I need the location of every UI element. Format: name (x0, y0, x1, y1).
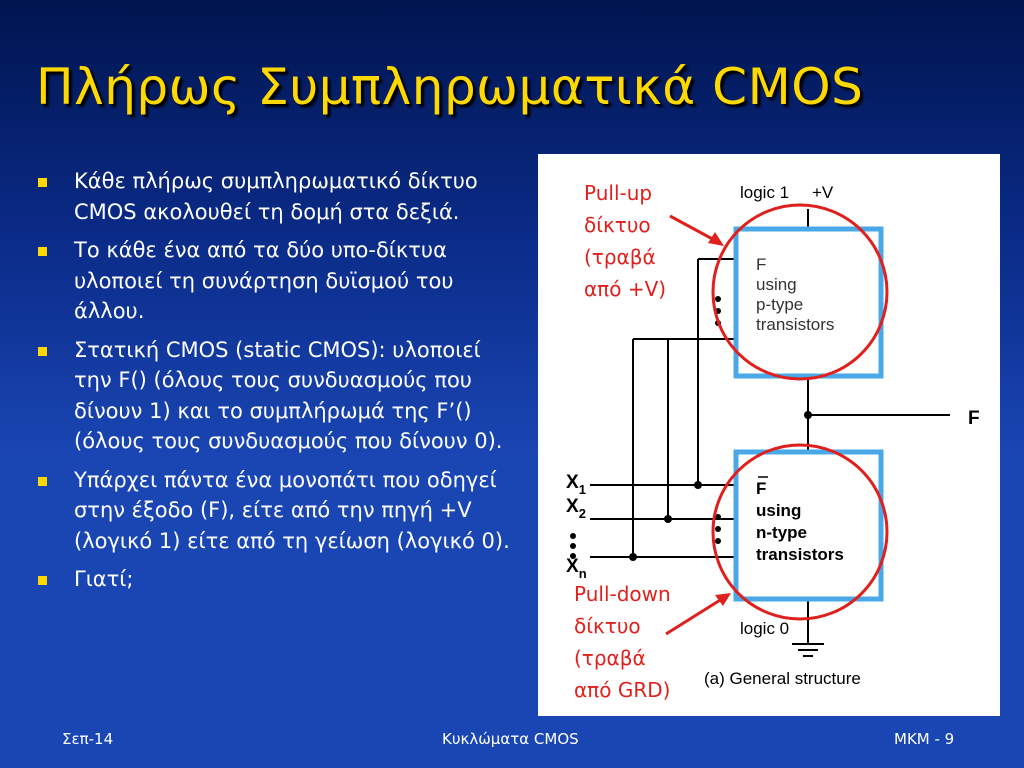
pulldown-box-line: n-type (756, 523, 807, 542)
vdd-label: +V (812, 183, 834, 202)
pulldown-annotation-line: Pull-down (574, 582, 671, 606)
bullet-square-icon (38, 178, 47, 187)
pulldown-dot (715, 526, 721, 532)
input-xn-label: $X_n$ (566, 556, 587, 581)
bullet-item (34, 235, 524, 327)
pullup-annotation-line: (τραβά (584, 245, 656, 269)
pulldown-annotation-line: (τραβά (574, 646, 646, 670)
pullup-box-line: using (756, 275, 797, 294)
bullet-text: Στατική CMOS (static CMOS): υλοποιεί την F() (όλους τους συνδυασμούς που δίνουν 1) και το συμπλήρωμά της F’() (όλους τους συνδυασμούς που δίνουν 0). (74, 337, 503, 453)
pulldown-arrow-head (715, 593, 731, 606)
footer-course: Κυκλώματα CMOS (442, 730, 579, 748)
pullup-arrow-line (670, 216, 718, 242)
pulldown-annotation-line: από GRD) (574, 678, 671, 702)
logic1-label: logic 1 (740, 183, 790, 202)
xn-junction (629, 553, 637, 561)
bullet-square-icon (38, 247, 47, 256)
bullet-text: Το κάθε ένα από τα δύο υπο-δίκτυα υλοποιεί τη συνάρτηση δυϊσμού του άλλου. (74, 238, 454, 323)
output-junction (804, 411, 812, 419)
x2-junction (664, 515, 672, 523)
pullup-box-line: transistors (756, 315, 835, 334)
x1-junction (694, 481, 702, 489)
bullet-item (34, 564, 524, 595)
bullet-square-icon (38, 576, 47, 585)
pullup-annotation-line: Pull-up (584, 181, 653, 205)
input-ellipsis-dot (570, 533, 576, 539)
pullup-annotation-line: από +V) (584, 277, 667, 301)
pullup-box-line: F (756, 255, 767, 274)
bullet-square-icon (38, 477, 47, 486)
cmos-diagram-svg (538, 154, 1000, 716)
logic0-label: logic 0 (740, 619, 790, 638)
pulldown-arrow-line (666, 597, 725, 634)
pullup-box-line: p-type (756, 295, 804, 314)
footer-date: Σεπ-14 (62, 730, 114, 748)
pulldown-dot (715, 538, 721, 544)
pulldown-box-line: transistors (756, 545, 844, 564)
bullet-item (34, 465, 524, 557)
pulldown-annotation-line: δίκτυο (574, 614, 641, 638)
figure-caption: (a) General structure (704, 669, 861, 688)
pullup-dot (715, 296, 721, 302)
bullet-text: Υπάρχει πάντα ένα μονοπάτι που οδηγεί στην έξοδο (F), είτε από την πηγή +V (λογικό 1) είτε από τη γείωση (λογικό 0). (74, 467, 510, 553)
input-ellipsis-dot (570, 543, 576, 549)
pulldown-box-line: using (756, 501, 802, 520)
cmos-structure-figure (538, 154, 1000, 716)
bullet-square-icon (38, 347, 47, 356)
bullet-item (34, 335, 524, 457)
slide-title: Πλήρως Συμπληρωματικά CMOS (36, 58, 864, 116)
output-f-label: F (968, 408, 980, 429)
input-x2-label: $X_2$ (566, 496, 586, 521)
pulldown-box-line: F (756, 479, 767, 498)
input-x1-label: $X_1$ (566, 472, 586, 497)
bullet-list (34, 166, 524, 603)
footer-page-number: MKM - 9 (894, 730, 955, 748)
wire-junctions (570, 296, 812, 561)
pullup-annotation-line: δίκτυο (584, 213, 651, 237)
bullet-text: Γιατί; (74, 567, 134, 591)
bullet-item (34, 166, 524, 227)
bullet-text: Κάθε πλήρως συμπληρωματικό δίκτυο CMOS ακολουθεί τη δομή στα δεξιά. (74, 169, 478, 224)
